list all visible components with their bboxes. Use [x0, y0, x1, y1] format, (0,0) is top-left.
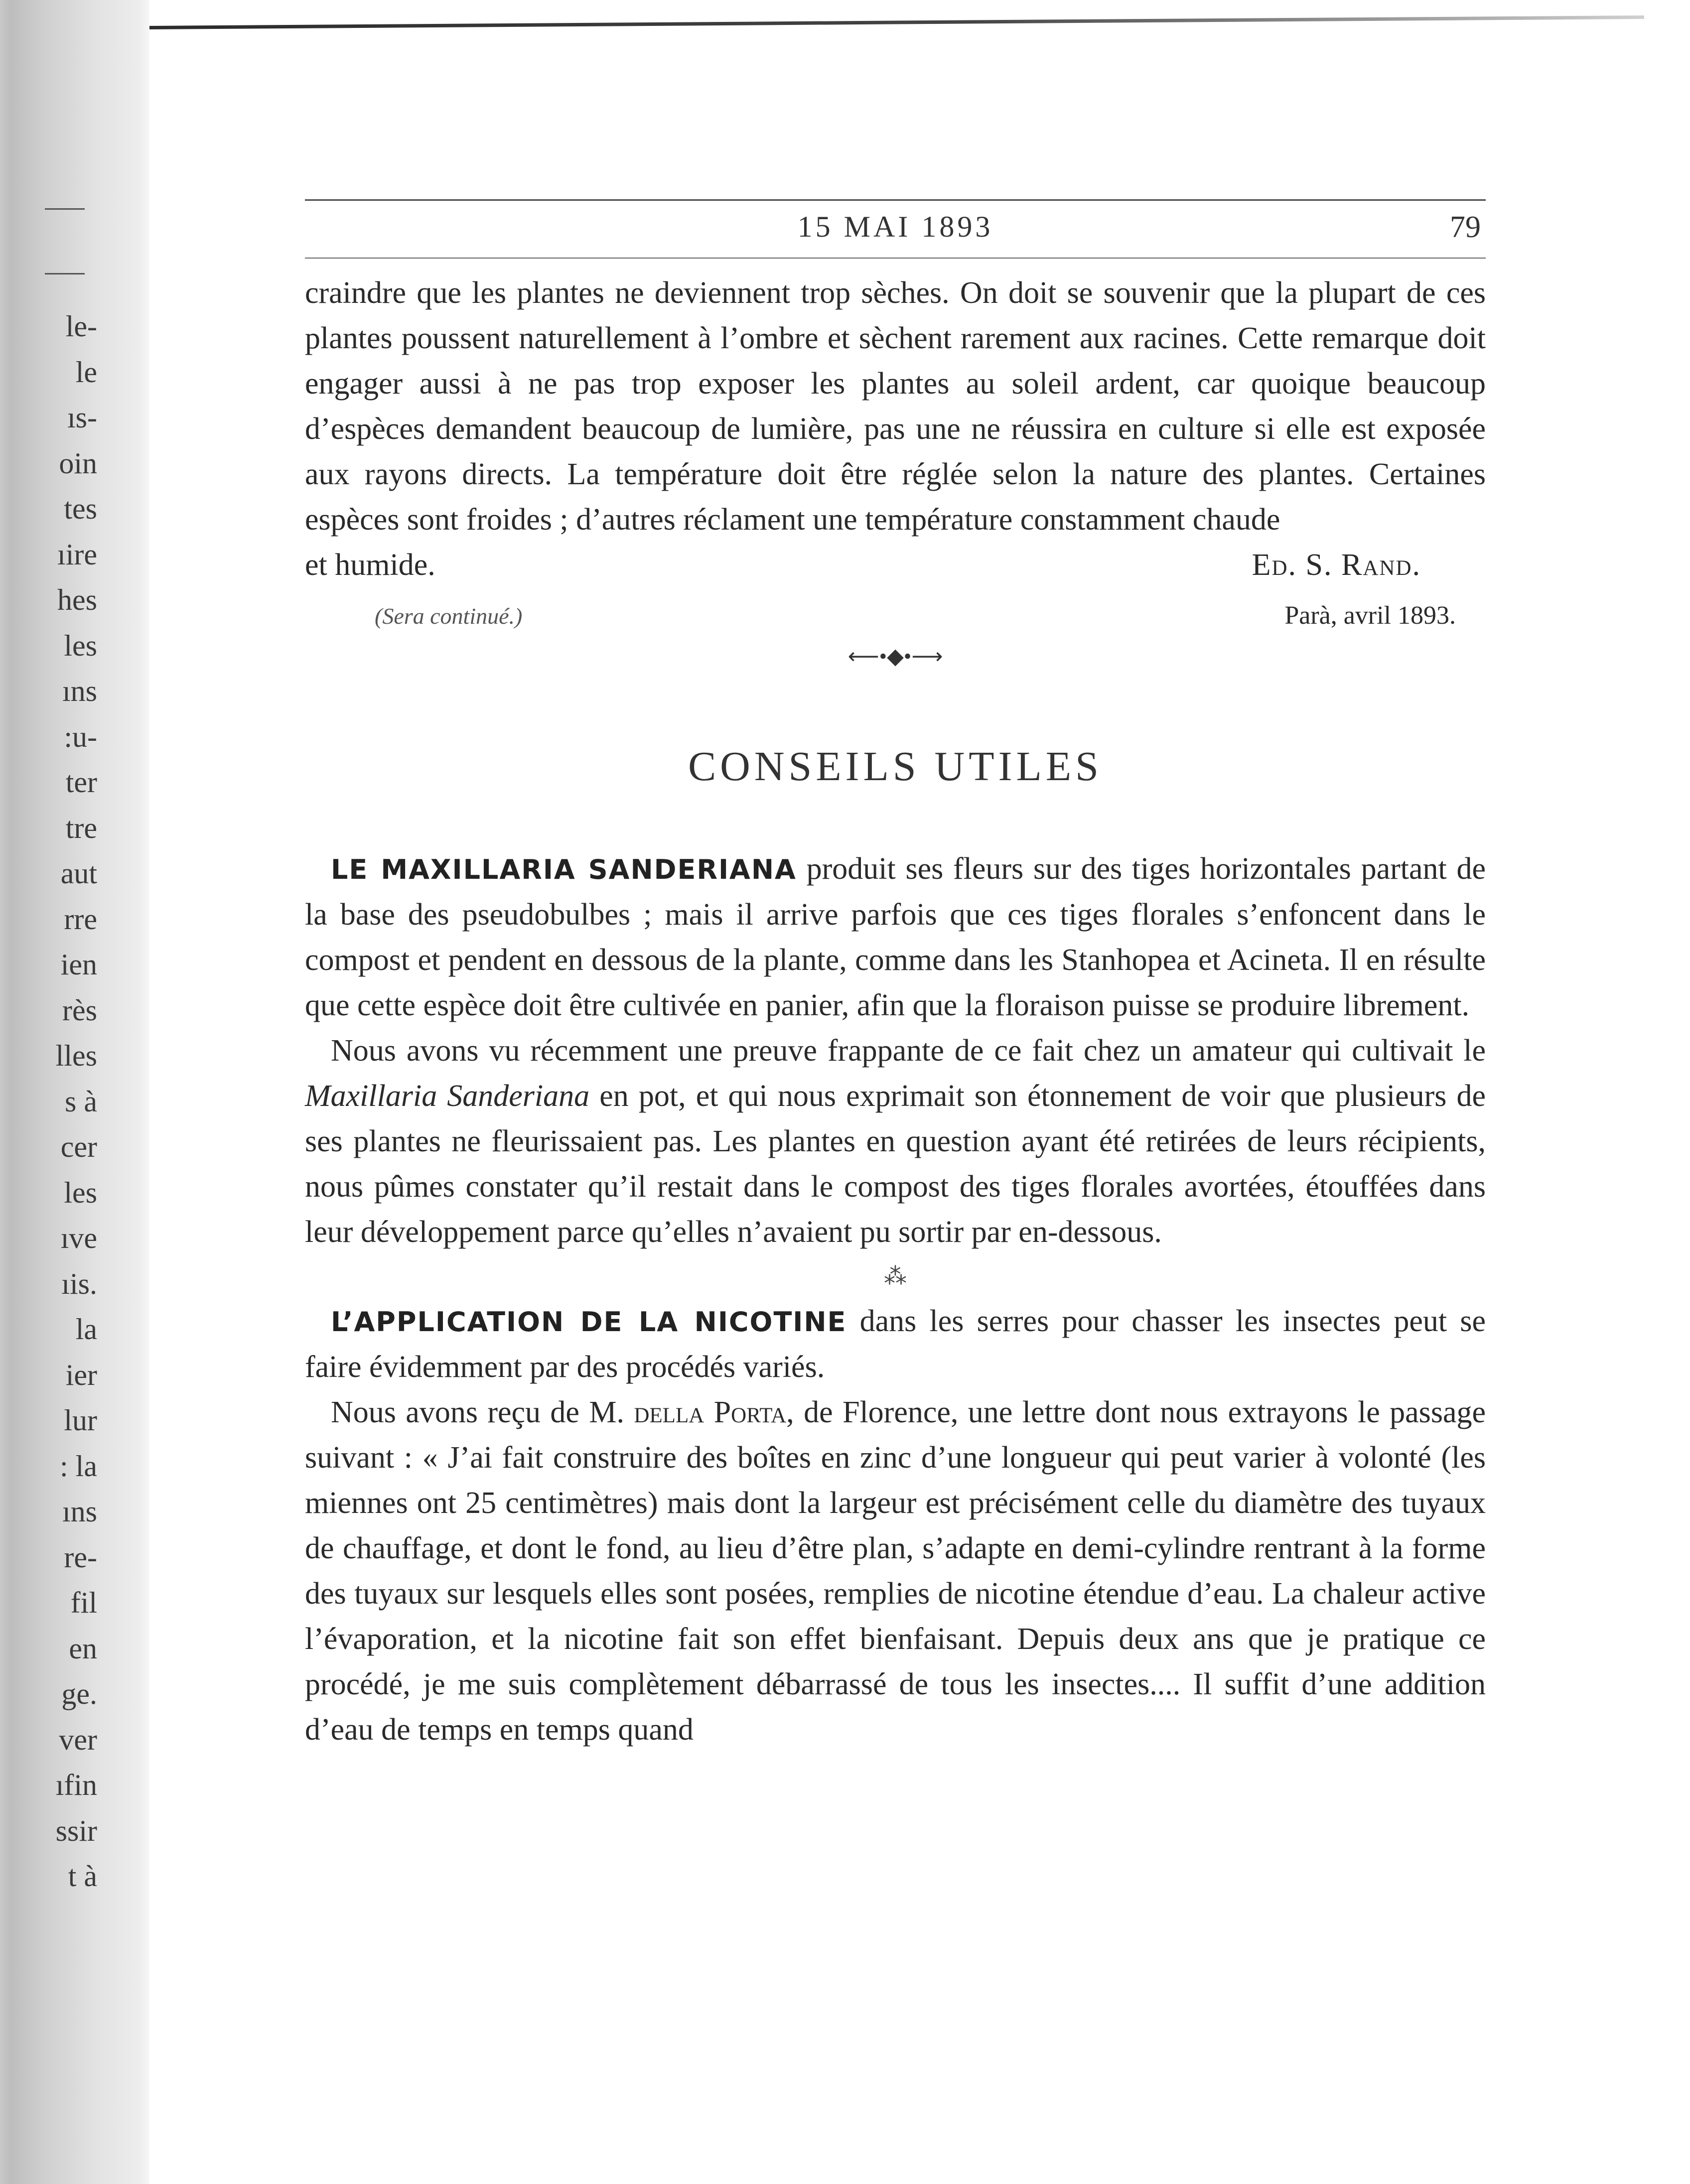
gutter-mark — [45, 273, 85, 274]
item-paragraph — [305, 846, 1486, 1028]
facing-fragment: t à — [68, 1860, 97, 1893]
gutter-mark — [45, 208, 85, 210]
item-text: dans les serres pour chasser les insectes peut se faire évidemment par des procédés variés. — [305, 1304, 1486, 1384]
facing-fragment: fil — [70, 1586, 97, 1619]
facing-fragment: aut — [60, 857, 97, 890]
section-title: CONSEILS UTILES — [688, 743, 1103, 790]
facing-fragment: ıfin — [55, 1769, 97, 1801]
item-paragraph — [305, 1028, 1486, 1255]
facing-fragment: les — [64, 1176, 97, 1209]
facing-fragment: ge. — [61, 1677, 97, 1710]
section-body — [305, 846, 1486, 1753]
item-paragraph — [305, 1299, 1486, 1390]
facing-fragment: ıns — [62, 675, 97, 707]
facing-fragment: tre — [65, 811, 97, 844]
facing-fragment: lur — [64, 1404, 97, 1437]
facing-fragment: ıire — [57, 538, 97, 571]
item-paragraph — [305, 1390, 1486, 1753]
facing-fragment: ver — [59, 1723, 97, 1756]
issue-date: 15 MAI 1893 — [797, 210, 993, 243]
person-name: della Porta — [634, 1395, 787, 1429]
facing-fragment: re- — [64, 1540, 97, 1574]
author-signature: Ed. S. Rand. — [1252, 548, 1421, 582]
dateline: Parà, avril 1893. — [1284, 601, 1456, 630]
facing-fragment: ssir — [55, 1814, 97, 1847]
facing-fragment: les — [64, 629, 97, 662]
running-head — [305, 201, 1486, 261]
facing-page-fragments — [40, 304, 97, 1900]
facing-fragment: tes — [64, 492, 97, 525]
facing-fragment: ıis. — [61, 1267, 97, 1300]
facing-fragment: hes — [57, 583, 97, 616]
ornament-divider: ⟵•◆•⟶ — [847, 644, 943, 669]
article-end — [305, 271, 1486, 672]
facing-fragment: : la — [60, 1449, 97, 1483]
facing-fragment: rès — [62, 993, 97, 1027]
facing-fragment: ıve — [60, 1222, 97, 1254]
facing-fragment: ien — [60, 948, 97, 981]
continued-row — [305, 593, 1486, 639]
facing-fragment: ter — [65, 766, 97, 799]
text-run: Nous avons reçu de M. — [331, 1395, 634, 1429]
item-lead: L’APPLICATION DE LA NICOTINE — [331, 1306, 847, 1338]
article-paragraph: craindre que les plantes ne deviennent trop sèches. On doit se souvenir que la plupart de ces plantes poussent naturellement à l’ombre et sèchent rarement aux racines. Cette remarque doit engager aussi à ne pas trop exposer les plantes au soleil ardent, car quoique beaucoup d’espèces demandent beaucoup de lumière, pas une ne réussira en culture si elle est exposée aux rayons directs. La température doit être réglée selon la nature des plantes. Certaines espèces sont froides ; d’autres réclament une température constamment chaude — [305, 276, 1486, 537]
facing-fragment: rre — [64, 902, 97, 936]
facing-fragment: lles — [55, 1039, 97, 1072]
facing-fragment: en — [69, 1632, 97, 1665]
facing-fragment: le- — [65, 310, 97, 343]
item-text: produit ses fleurs sur des tiges horizontales partant de la base des pseudobulbes ; mais il arrive parfois que ces tiges florales s’enfoncent dans le compost et pendent en dessous de la plante, comme dans les Stanhopea et Acineta. Il en résulte que cette espèce doit être cultivée en panier, afin que la floraison puisse se produire librement. — [305, 852, 1486, 1022]
last-line: et humide. — [305, 548, 435, 582]
facing-fragment: :u- — [64, 720, 97, 753]
asterism-separator: ⁂ — [884, 1263, 907, 1289]
facing-fragment: le — [75, 355, 97, 389]
facing-fragment: ıs- — [67, 401, 97, 434]
page — [305, 199, 1486, 1753]
facing-fragment: la — [75, 1313, 97, 1346]
species-name: Maxillaria Sanderiana — [305, 1079, 590, 1113]
text-run: en pot, et qui nous exprimait son étonnement de voir que plusieurs de ses plantes ne fleurissaient pas. Les plantes en question ayant été retirées de leurs récipients, nous pûmes constater qu’il restait dans le compost des tiges florales avortées, étouffées dans leur développement parce qu’elles n’avaient pu sortir par en-dessous. — [305, 1079, 1486, 1249]
page-number: 79 — [1450, 210, 1481, 244]
continued-note: (Sera continué.) — [375, 603, 523, 629]
item-lead: LE MAXILLARIA SANDERIANA — [331, 854, 797, 885]
scan-edge-rule — [149, 15, 1644, 29]
facing-fragment: ier — [65, 1358, 97, 1391]
text-run: , de Florence, une lettre dont nous extrayons le passage suivant : « J’ai fait construire des boîtes en zinc d’une longueur qui peut varier à volonté (les miennes ont 25 centimètres) mais dont la largeur est précisément celle du diamètre des tuyaux de chauffage, et dont le fond, au lieu d’être plan, s’adapte en demi-cylindre rentrant à la forme des tuyaux sur lesquels elles sont posées, remplies de nicotine étendue d’eau. La chaleur active l’évaporation, et la nicotine fait son effet bienfaisant. Depuis deux ans que je pratique ce procédé, je me suis complètement débarrassé de tous les insectes.... Il suffit d’une addition d’eau de temps en temps quand — [305, 1395, 1486, 1747]
facing-fragment: s à — [65, 1085, 97, 1118]
text-run: Nous avons vu récemment une preuve frappante de ce fait chez un amateur qui cultivait le — [331, 1034, 1486, 1068]
signature-line — [305, 543, 1486, 588]
facing-fragment: cer — [60, 1130, 97, 1163]
facing-fragment: ıns — [62, 1495, 97, 1528]
facing-fragment: oin — [59, 446, 97, 480]
